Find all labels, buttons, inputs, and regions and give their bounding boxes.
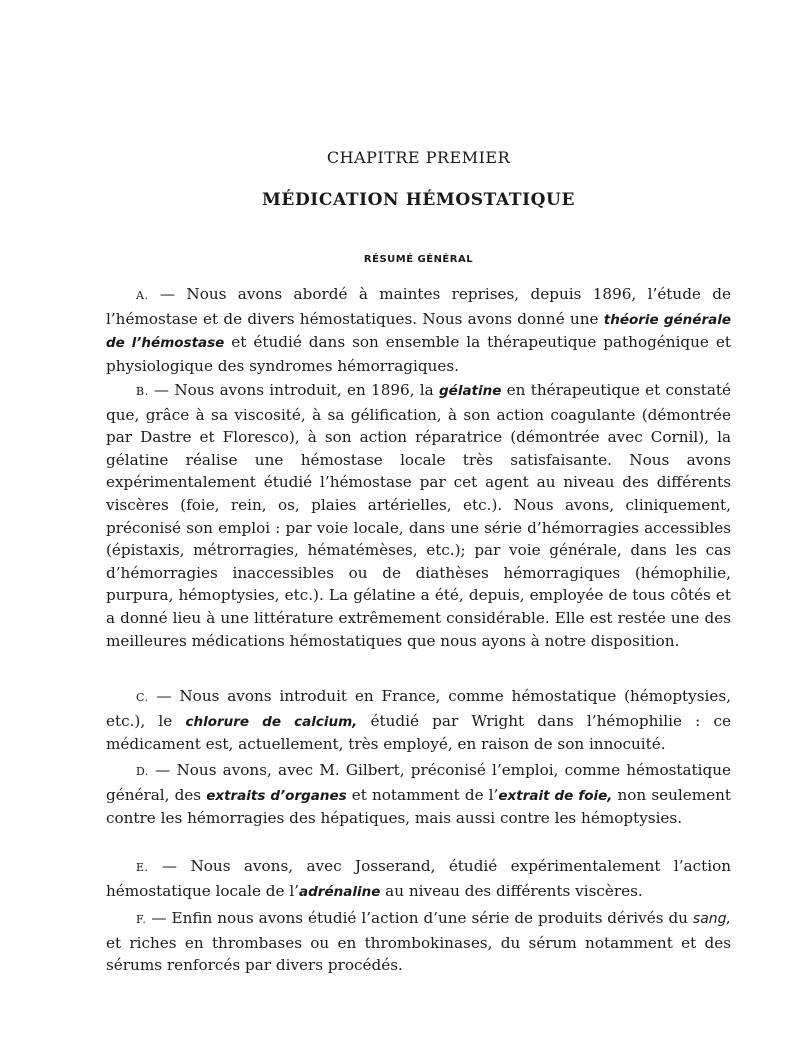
paragraph-text: en thérapeutique et constaté que, grâce à sa viscosité, à sa gélification, à son action coagulante (démontrée par Dastre et Floresco), à son action réparatrice (démontrée avec Cornil), la gélatine réalise une hémostase locale très satisfaisante. Nous avons expérimentalement étudié l’hémostase par cet agent au niveau des différents viscères (foie, rein, os, plaies artérielles, etc.). Nous avons, cliniquement, préconisé son emploi : par voie locale, dans une série d’hémorragies accessibles (épistaxis, métrorragies, hématémèses, etc.); par voie générale, dans les cas d’hémorragies inaccessibles ou de diathèses hémorragiques (hémophilie, purpura, hémoptysies, etc.). La gélatine a été, depuis, employée de tous côtés et a donné lieu à une littérature extrêmement considérable. Elle est restée une des meilleures médications hémostatiques que nous ayons à notre disposition. <box>106 381 731 650</box>
paragraph-text: et riches en thrombases ou en thrombokinases, du sérum notamment et des sérums renforcés par divers procédés. <box>106 933 731 975</box>
keyword: sang, <box>692 911 731 927</box>
paragraph-text: — Nous avons introduit, en 1896, la <box>148 381 439 399</box>
paragraph-letter: C. <box>136 691 149 704</box>
chapter-heading: CHAPITRE PREMIER <box>326 148 511 167</box>
chapter-title: MÉDICATION HÉMOSTATIQUE <box>261 190 576 210</box>
paragraph-e <box>106 855 731 903</box>
paragraph-letter: A. <box>136 289 149 302</box>
paragraph-b <box>106 379 731 652</box>
paragraph-text: — Nous avons introduit en France, comme hémostatique (hémoptysies, etc.), le <box>106 687 731 730</box>
paragraph-text: — Enfin nous avons étudié l’action d’une série de produits dérivés du <box>146 909 693 927</box>
paragraph-text: — Nous avons abordé à maintes reprises, depuis 1896, l’étude de l’hémostase et de divers hémostatiques. Nous avons donné une <box>106 285 731 328</box>
paragraph-text: et étudié dans son ensemble la thérapeutique pathogénique et physiologique des syndromes hémorragiques. <box>106 333 731 375</box>
keyword: extrait de foie, <box>498 787 613 804</box>
paragraph-text: et notamment de l’ <box>346 785 499 804</box>
paragraph-f <box>106 907 731 977</box>
keyword: extraits d’organes <box>206 787 347 804</box>
paragraph-letter: B. <box>136 385 149 398</box>
keyword: adrénaline <box>299 883 381 900</box>
paragraph-text: étudié par Wright dans l’hémophilie : ce médicament est, actuellement, très employé, en raison de son innocuité. <box>106 711 732 754</box>
keyword: gélatine <box>439 383 502 399</box>
paragraph-text: — Nous avons, avec Josserand, étudié expérimentalement l’action hémostatique locale de l’ <box>106 857 731 900</box>
paragraph-letter: F. <box>136 913 147 926</box>
paragraph-text: au niveau des différents viscères. <box>380 881 643 900</box>
paragraph-a <box>106 283 731 377</box>
paragraph-d <box>106 759 731 830</box>
paragraph-letter: E. <box>136 861 149 874</box>
keyword: théorie générale de l’hémostase <box>106 311 731 352</box>
paragraph-c <box>106 685 731 756</box>
keyword: chlorure de calcium, <box>185 713 358 730</box>
paragraph-text: — Nous avons, avec M. Gilbert, préconisé l’emploi, comme hémostatique général, des <box>106 761 731 804</box>
section-subtitle: RÉSUMÉ GÉNÉRAL <box>363 254 474 265</box>
paragraph-letter: D. <box>136 765 149 778</box>
paragraph-text: non seulement contre les hémorragies des hépatiques, mais aussi contre les hémoptysies. <box>106 785 731 828</box>
